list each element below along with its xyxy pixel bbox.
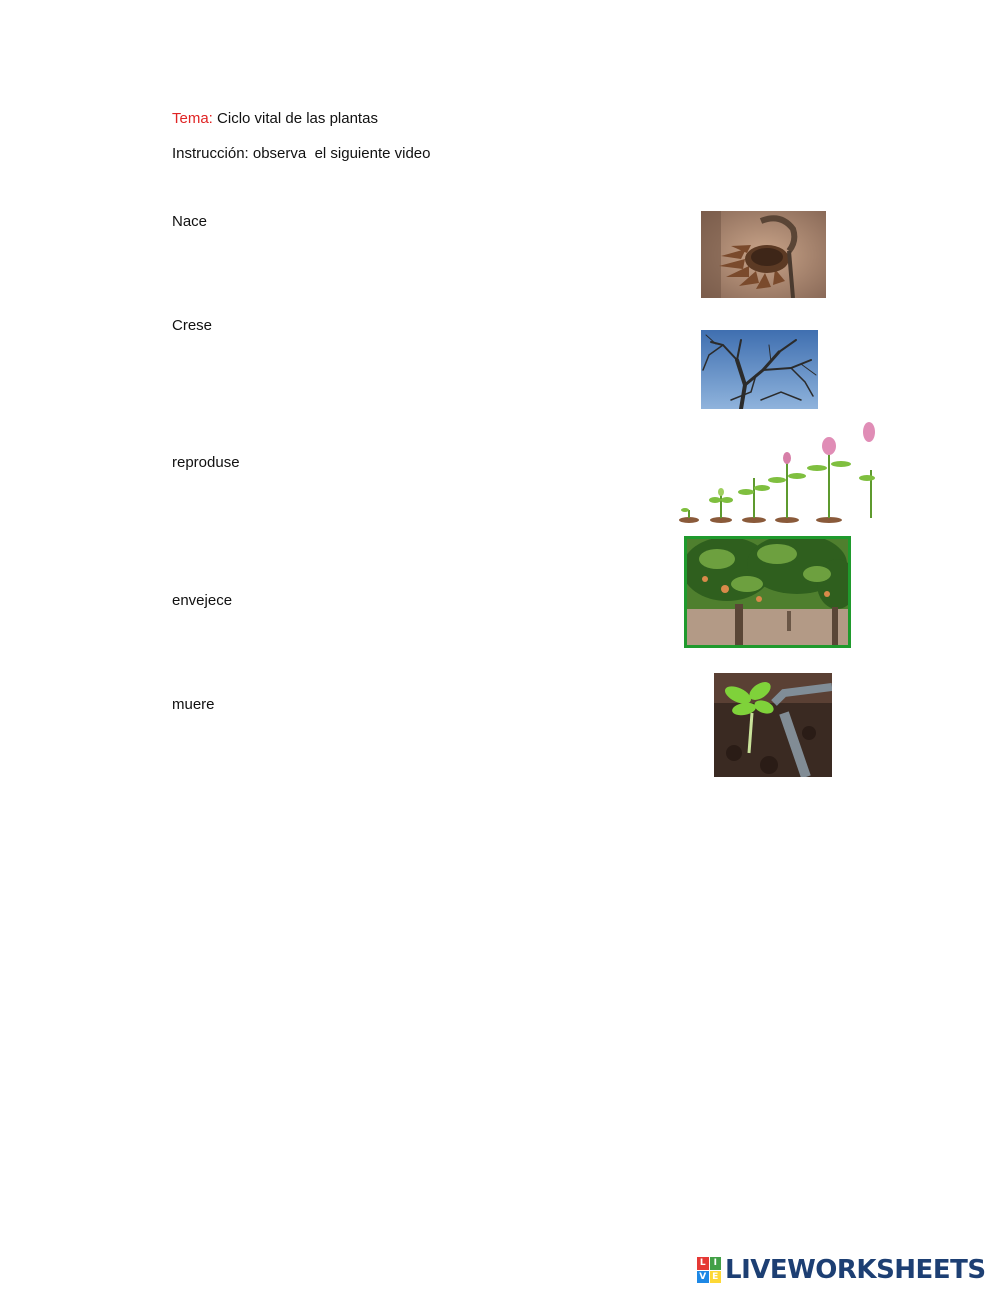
topic-label: Tema: <box>172 110 213 127</box>
liveworksheets-logo <box>697 1255 986 1285</box>
mango-orchard-photo <box>684 536 851 648</box>
dead-sunflower-photo <box>701 211 826 298</box>
seedling-photo <box>714 673 832 777</box>
instruction-text: Instrucción: observa el siguiente video <box>172 145 431 162</box>
stage-label-envejece: envejece <box>172 592 233 609</box>
logo-badge-icon: L I V E <box>697 1257 721 1283</box>
plant-growth-stages-photo <box>677 420 875 524</box>
stage-label-muere: muere <box>172 696 215 713</box>
topic-value: Ciclo vital de las plantas <box>212 110 378 127</box>
logo-text: LIVEWORKSHEETS <box>725 1255 986 1285</box>
topic-line <box>172 110 378 128</box>
stage-label-nace: Nace <box>172 213 208 230</box>
stage-label-crese: Crese <box>172 317 213 334</box>
bare-tree-photo <box>701 330 818 409</box>
stage-label-reproduse: reproduse <box>172 454 240 471</box>
